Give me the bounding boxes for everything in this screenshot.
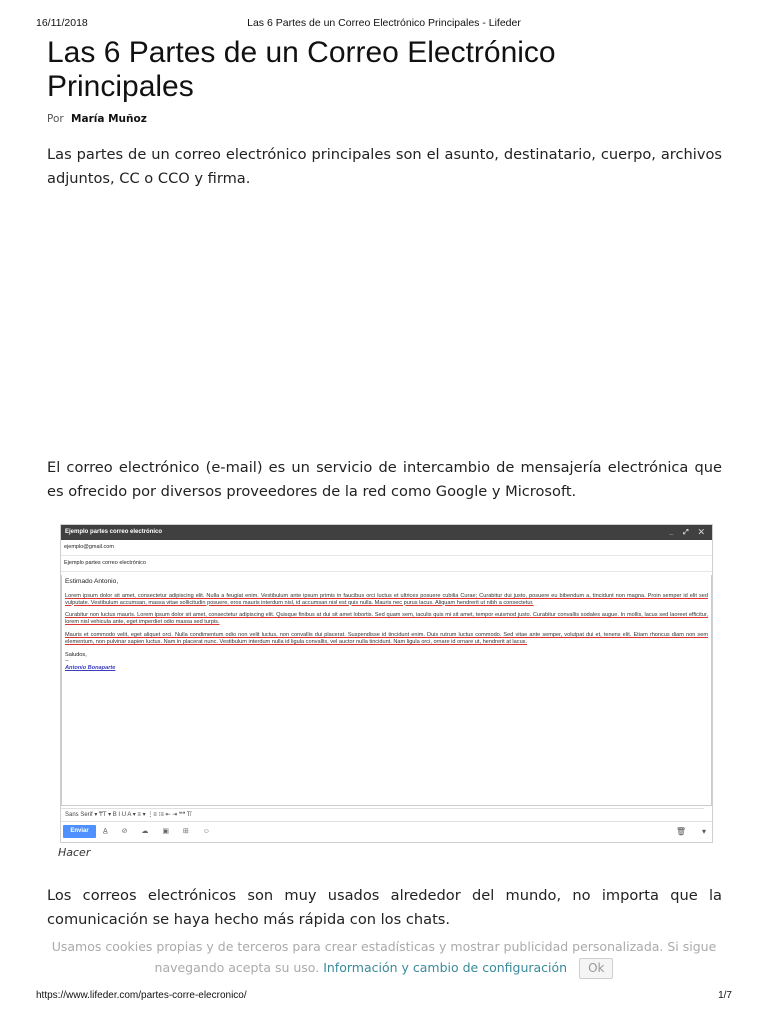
print-url: https://www.lifeder.com/partes-corre-elecronico/ [36,990,247,1001]
print-header [36,17,732,31]
article-title: Las 6 Partes de un Correo Electrónico Principales [47,36,556,103]
chevron-down-icon: ▾ [701,827,706,836]
email-subject-field: Ejemplo partes correo electrónico [61,556,712,572]
attachment-icons: A̲ ⊘ ☁ ▣ ⊞ ☺ [103,828,216,835]
print-page-title: Las 6 Partes de un Correo Electrónico Principales - Lifeder [247,17,521,29]
page-number: 1/7 [718,990,732,1001]
email-window-title: Ejemplo partes correo electrónico [65,529,163,535]
paragraph-intro: Las partes de un correo electrónico principales son el asunto, destinatario, cuerpo, archivos adjuntos, CC o CCO y firma. [47,146,722,187]
paragraph-usage: Los correos electrónicos son muy usados alrededor del mundo, no importa que la comunicación se haya hecho más rápida con los chats. [47,887,722,928]
email-window-titlebar [61,525,712,540]
email-send-row [61,821,712,842]
cookie-ok-button[interactable]: Ok [579,958,613,979]
trash-icon: 🗑 [675,827,686,836]
email-closing: Saludos, [65,651,87,658]
email-signature-separator: -- [65,658,69,665]
print-footer [36,990,732,1004]
figure-caption: Hacer [58,846,91,859]
byline [47,113,147,125]
cookie-text: Usamos cookies propias y de terceros para crear estadísticas y mostrar publicidad personalizada. Si sigue navegando acepta su uso. [51,939,717,975]
email-body-paragraph: Lorem ipsum dolor sit amet, consectetur adipiscing elit. Nulla a feugiat enim. Vestibulum ante ipsum primis in faucibus orci luctus et ultrices posuere cubilia Curae; Curabitur dui justo, posuere eu bibendum a, tincidunt non magna. Proin semper id elit sed vulputate. Vestibulum accumsan, massa vitae sollicitudin posuere, eros mauris interdum nisl, id accumsan nisl est quis nulla. Mauris nec purus lacus. Aliquam hendrerit ut nibh a consectetur. [65,592,708,606]
email-greeting: Estimado Antonio, [65,578,119,585]
author-link[interactable]: María Muñoz [71,113,147,125]
email-signature: Antonio Bonaparte [65,665,116,672]
cookie-settings-link[interactable]: Información y cambio de configuración [323,960,568,975]
email-compose-figure [60,524,713,843]
email-format-toolbar: Sans Serif ▾ ₸T ▾ B I U A ▾ ≡ ▾ ⋮≡ ⁝≡ ⇤ ⇥ ❝❝ T̸ [61,808,704,822]
email-body-paragraph: Mauris et commodo velit, eget aliquet orci. Nulla condimentum odio non velit luctus, non convallis dui placerat. Suspendisse id tincidunt enim. Duis rutrum luctus commodo. Sed vitae ante semper, volutpat dui et, tenens elit. Etiam rhoncus diam non sem elementum, non pulvinar sapien luctus. Nam in placerat nunc. Vestibulum interdum nulla id ligula convallis, vel auctor nulla tincidunt. Nam ligula orci, ornare id ornare ut, hendrerit at lacus. [65,631,708,645]
window-controls-icon: _ ⤢ ✕ [669,529,708,536]
byline-prefix: Por [47,113,64,125]
email-to-field: ejemplo@gmail.com [61,540,712,556]
print-date: 16/11/2018 [36,17,88,29]
cookie-banner [40,936,728,979]
email-body-paragraph: Curabitur non luctus mauris. Lorem ipsum dolor sit amet, consectetur adipiscing elit. Quisque finibus at dui sit amet lobortis. Sed quam sem, iaculis quis mi sit amet, tempor euismod justo. Curabitur convallis sodales augue. In mollis, lacus sed laoreet efficitur, lorem nisl vehicula ante, eget imperdiet odio massa sed turpis. [65,612,708,626]
paragraph-definition: El correo electrónico (e-mail) es un servicio de intercambio de mensajería electrónica que es ofrecido por diversos proveedores de la red como Google y Microsoft. [47,459,722,500]
send-button: Enviar [63,825,96,838]
email-body [61,575,712,806]
